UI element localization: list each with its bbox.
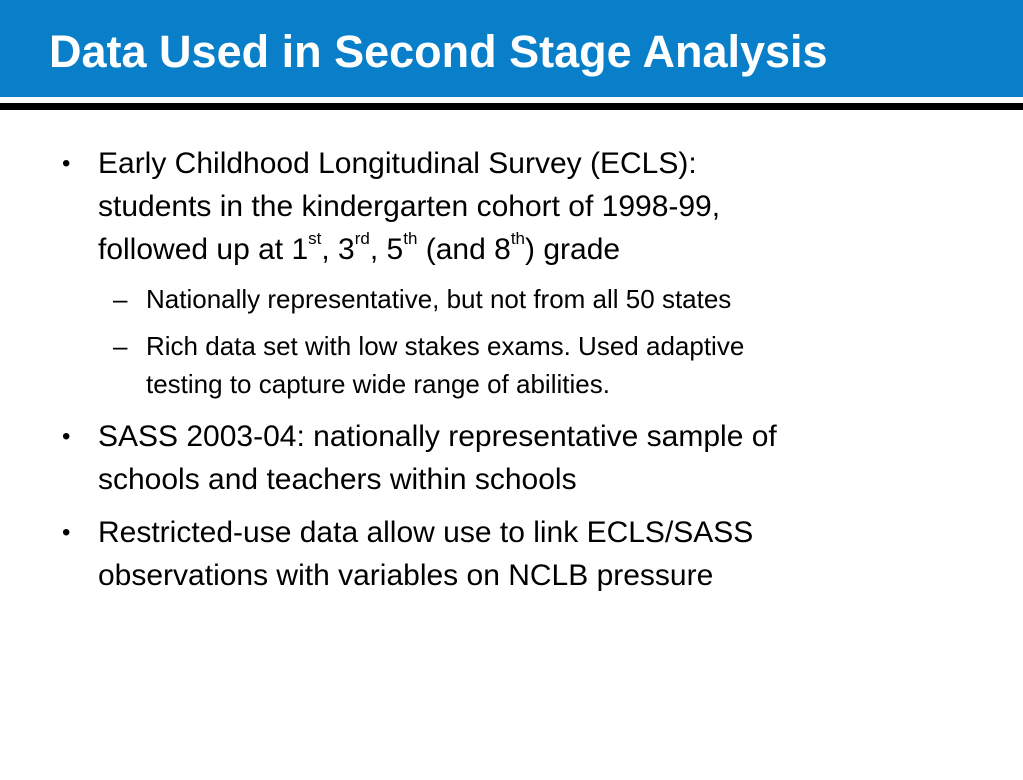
sub-bullet-line: testing to capture wide range of abilities. (146, 369, 610, 399)
text-segment: , 3 (321, 233, 355, 266)
bullet-text (98, 142, 932, 271)
bullet-dot-icon: • (62, 519, 71, 546)
bullet-line: observations with variables on NCLB pressure (98, 559, 714, 592)
bullet-text (98, 511, 932, 597)
bullet-line: Restricted-use data allow use to link ECLS/SASS (98, 516, 754, 549)
title-divider (0, 103, 1023, 110)
text-segment: followed up at 1 (98, 233, 309, 266)
text-segment: ) grade (525, 233, 621, 266)
bullet-line (98, 228, 932, 271)
superscript: rd (354, 229, 370, 248)
superscript: st (308, 229, 322, 248)
bullet-line: SASS 2003-04: nationally representative sample of (98, 420, 777, 453)
sub-bullet-line: Nationally representative, but not from all 50 states (146, 284, 732, 314)
bullet-dot-icon: • (62, 150, 71, 177)
text-segment: (and 8 (417, 233, 511, 266)
superscript: th (403, 229, 418, 248)
bullet-line: schools and teachers within schools (98, 463, 577, 496)
superscript: th (510, 229, 526, 248)
title-bar (0, 0, 1023, 97)
sub-bullet-line: Rich data set with low stakes exams. Used adaptive (146, 331, 745, 361)
slide-title: Data Used in Second Stage Analysis (49, 26, 828, 77)
bullet-dot-icon: • (62, 423, 71, 450)
bullet-line: students in the kindergarten cohort of 1998-99, (98, 190, 721, 223)
sub-bullet-text (146, 280, 913, 318)
text-segment: , 5 (369, 233, 404, 266)
sub-bullet-text (146, 327, 913, 403)
sub-bullet-dash: – (113, 331, 128, 361)
bullet-text (98, 415, 932, 501)
bullet-line: Early Childhood Longitudinal Survey (ECLS): (98, 147, 697, 180)
sub-bullet-dash: – (113, 284, 128, 314)
